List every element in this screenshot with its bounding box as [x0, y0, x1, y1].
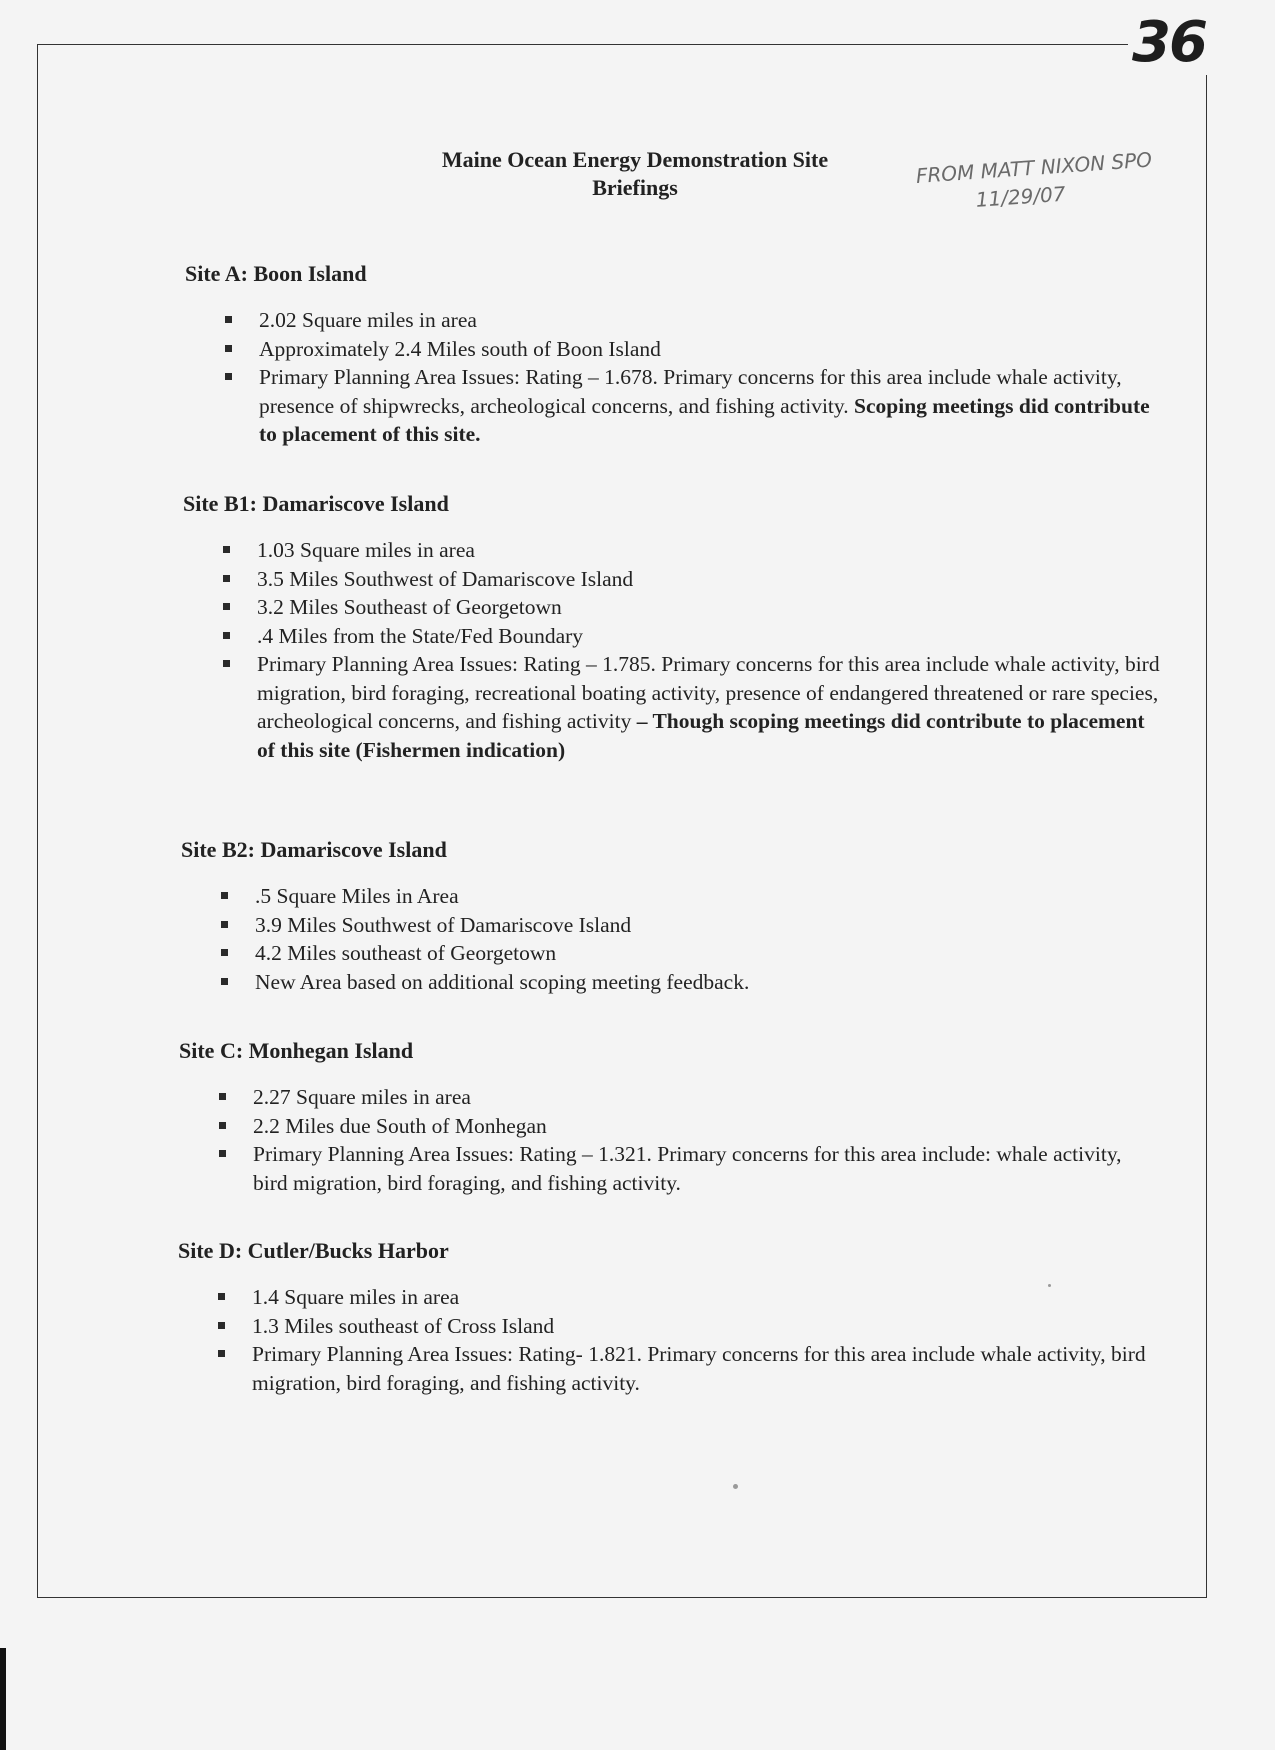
list-item — [179, 1083, 1159, 1112]
site-heading: Site A: Boon Island — [185, 261, 367, 286]
square-bullet-icon — [221, 892, 228, 899]
square-bullet-icon — [218, 1322, 225, 1329]
square-bullet-icon — [223, 660, 230, 667]
square-bullet-icon — [221, 978, 228, 985]
list-item — [185, 335, 1165, 364]
page-number: 36 — [1128, 10, 1210, 75]
bullet-text: 1.03 Square miles in area — [257, 538, 475, 562]
list-item — [178, 1283, 1158, 1312]
list-item — [178, 1340, 1158, 1397]
list-item — [178, 1312, 1158, 1341]
list-item — [183, 622, 1163, 651]
square-bullet-icon — [223, 632, 230, 639]
square-bullet-icon — [219, 1093, 226, 1100]
square-bullet-icon — [225, 316, 232, 323]
site-section-c — [179, 1037, 1159, 1197]
handwritten-note-line-1: FROM MATT NIXON SPO — [915, 147, 1153, 188]
bullet-text: Primary Planning Area Issues: Rating – 1.678. Primary concerns for this area include whale activity, presence of shipwrecks, archeological concerns, and fishing activity. — [259, 365, 1122, 418]
site-section-b2 — [181, 836, 1161, 996]
list-item — [183, 536, 1163, 565]
list-item — [183, 650, 1163, 764]
bullet-text: 1.3 Miles southeast of Cross Island — [252, 1313, 555, 1338]
square-bullet-icon — [218, 1350, 225, 1357]
list-item — [183, 593, 1163, 622]
site-section-a — [185, 260, 1165, 449]
site-section-b1 — [183, 490, 1163, 764]
square-bullet-icon — [221, 949, 228, 956]
document-title — [365, 146, 905, 202]
square-bullet-icon — [223, 546, 230, 553]
list-item — [181, 911, 1161, 940]
list-item — [181, 939, 1161, 968]
bullet-text: 2.2 Miles due South of Monhegan — [253, 1113, 547, 1138]
list-item — [181, 882, 1161, 911]
bullet-list — [183, 536, 1163, 764]
handwritten-note-date: 11/29/07 — [974, 181, 1067, 212]
bullet-text: Primary Planning Area Issues: Rating – 1.785. Primary concerns for this area include whale activity, bird migration, bird foraging, recreational boating activity, presence of endangered threatened or rare species, archeological concerns, and fishing activity — [257, 652, 1160, 733]
site-heading: Site C: Monhegan Island — [179, 1038, 414, 1063]
bullet-text: New Area based on additional scoping meeting feedback. — [255, 969, 750, 994]
bullet-text: 4.2 Miles southeast of Georgetown — [255, 941, 557, 965]
site-section-d — [178, 1237, 1158, 1397]
bullet-text: Primary Planning Area Issues: Rating – 1.321. Primary concerns for this area include: whale activity, bird migration, bird foraging, and fishing activity. — [253, 1142, 1122, 1195]
site-heading: Site B1: Damariscove Island — [183, 491, 449, 516]
scan-speck — [733, 1484, 738, 1489]
square-bullet-icon — [221, 921, 228, 928]
bullet-list — [178, 1283, 1158, 1397]
list-item — [185, 306, 1165, 335]
square-bullet-icon — [219, 1150, 226, 1157]
scan-speck — [1048, 1284, 1051, 1287]
site-heading: Site B2: Damariscove Island — [181, 837, 447, 862]
bullet-list — [181, 882, 1161, 996]
bullet-text: .4 Miles from the State/Fed Boundary — [257, 623, 584, 648]
bullet-text: 3.5 Miles Southwest of Damariscove Island — [257, 566, 634, 591]
document-title-line-2: Briefings — [592, 175, 678, 200]
scan-edge-mark — [0, 1648, 6, 1750]
square-bullet-icon — [223, 575, 230, 582]
bullet-text: 3.9 Miles Southwest of Damariscove Island — [255, 912, 632, 937]
square-bullet-icon — [223, 603, 230, 610]
bullet-text: Approximately 2.4 Miles south of Boon Island — [259, 336, 661, 361]
bullet-text: 2.27 Square miles in area — [253, 1085, 471, 1109]
list-item — [179, 1140, 1159, 1197]
square-bullet-icon — [219, 1122, 226, 1129]
bullet-list — [179, 1083, 1159, 1197]
bullet-text: Primary Planning Area Issues: Rating- 1.821. Primary concerns for this area include whale activity, bird migration, bird foraging, and fishing activity. — [252, 1342, 1146, 1395]
site-heading: Site D: Cutler/Bucks Harbor — [178, 1238, 449, 1263]
bullet-text: 3.2 Miles Southeast of Georgetown — [257, 595, 562, 619]
list-item — [179, 1112, 1159, 1141]
bullet-bold-text: Scoping meetings did contribute to placement of this site. — [259, 393, 1150, 446]
list-item — [183, 565, 1163, 594]
bullet-text: 2.02 Square miles in area — [259, 308, 477, 332]
square-bullet-icon — [225, 345, 232, 352]
bullet-text: .5 Square Miles in Area — [255, 884, 459, 908]
bullet-text: 1.4 Square miles in area — [252, 1285, 460, 1309]
list-item — [181, 968, 1161, 997]
square-bullet-icon — [225, 373, 232, 380]
list-item — [185, 363, 1165, 449]
bullet-bold-text: – Though scoping meetings did contribute to placement of this site (Fishermen indication) — [257, 709, 1145, 762]
document-title-line-1: Maine Ocean Energy Demonstration Site — [441, 147, 829, 172]
bullet-list — [185, 306, 1165, 449]
square-bullet-icon — [218, 1293, 225, 1300]
